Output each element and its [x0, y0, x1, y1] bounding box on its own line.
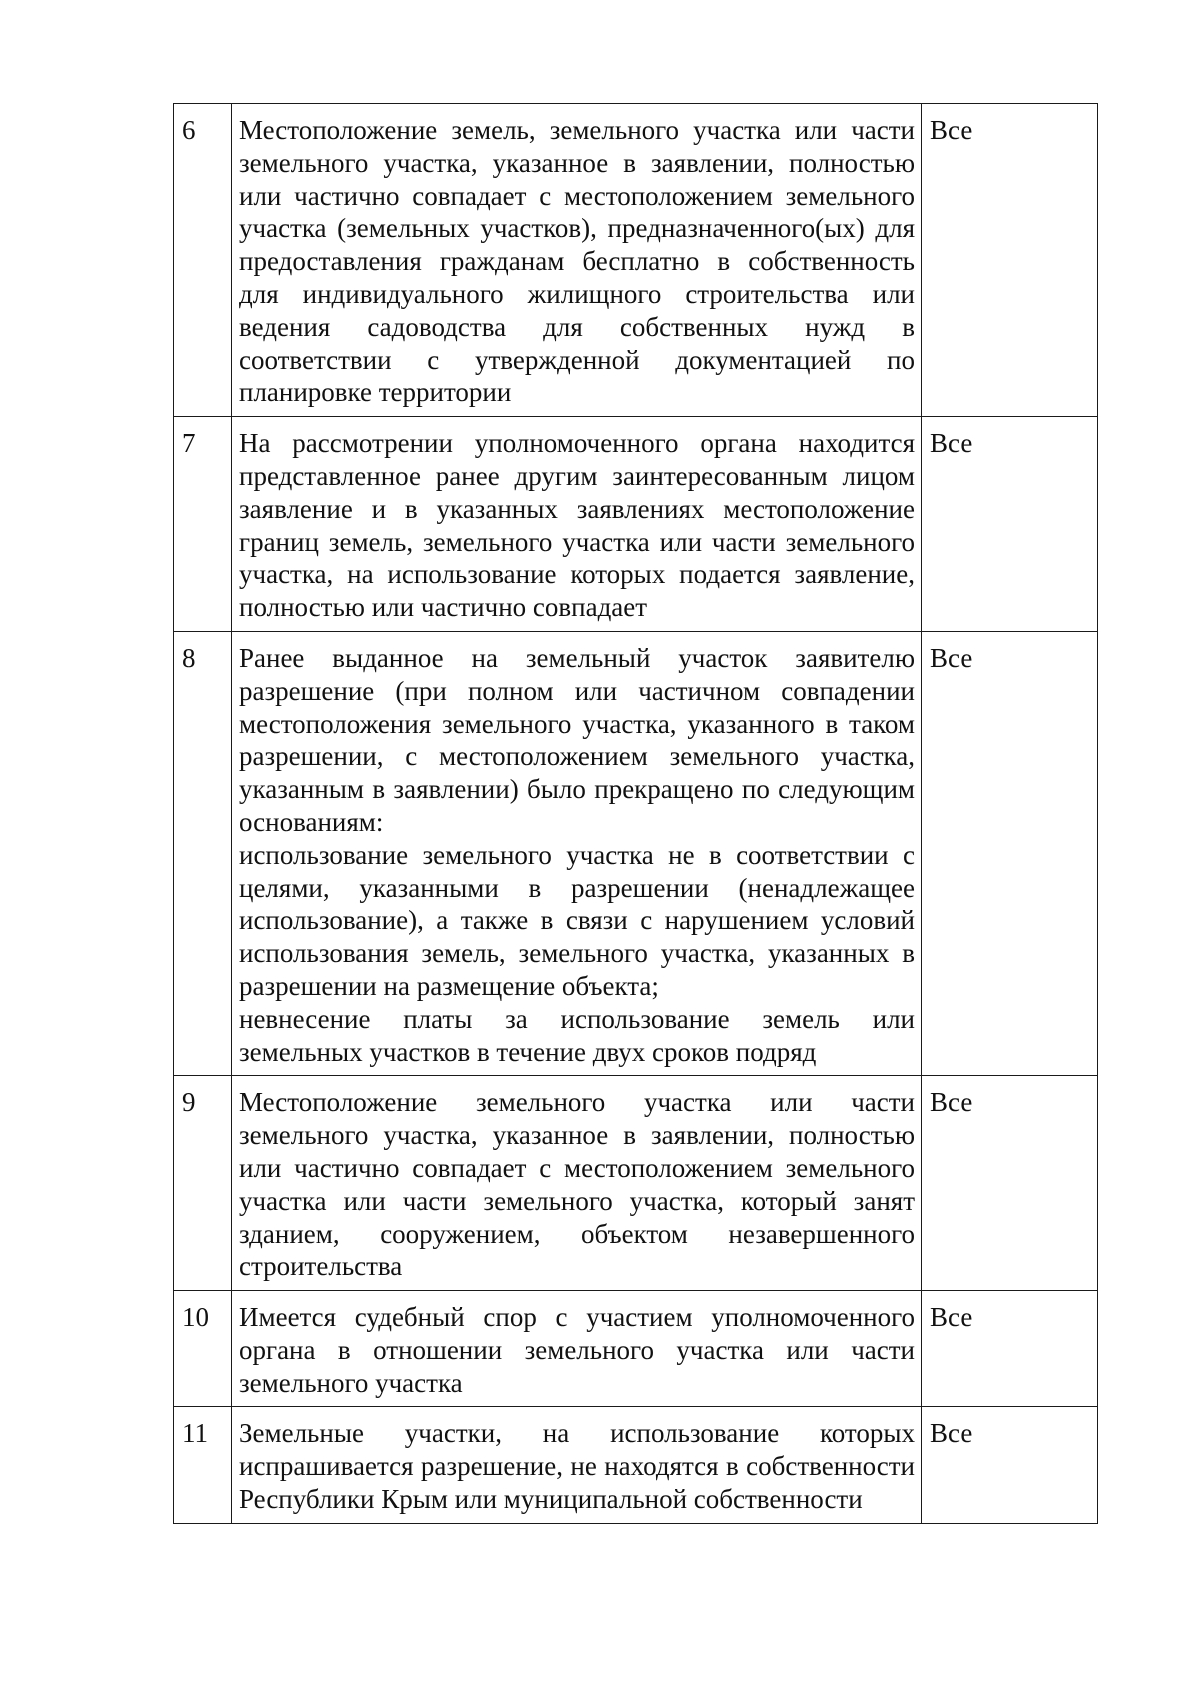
row-description — [232, 104, 922, 417]
paragraph: невнесение платы за использование земель или земельных участков в течение двух сроков подряд — [239, 1003, 915, 1067]
table-row — [174, 1291, 1098, 1407]
paragraph: Местоположение земельного участка или части земельного участка, указанное в заявлении, полностью или частично совпадает с местоположением земельного участка или части земельного участка, который занят зданием, сооружением, объектом незавершенного строительства — [239, 1087, 915, 1282]
table-row — [174, 1076, 1098, 1291]
row-number: 9 — [174, 1076, 232, 1291]
row-applies-to: Все — [922, 104, 1098, 417]
paragraph: Земельные участки, на использование которых испрашивается разрешение, не находятся в собственности Республики Крым или муниципальной собственности — [239, 1418, 915, 1515]
table-row — [174, 631, 1098, 1075]
paragraph: Имеется судебный спор с участием уполномоченного органа в отношении земельного участка или части земельного участка — [239, 1302, 915, 1398]
row-description — [232, 1076, 922, 1291]
row-number: 10 — [174, 1291, 232, 1407]
grounds-table — [173, 103, 1098, 1524]
row-number: 7 — [174, 417, 232, 632]
row-description — [232, 1407, 922, 1523]
row-description — [232, 417, 922, 632]
row-description — [232, 1291, 922, 1407]
row-applies-to: Все — [922, 1291, 1098, 1407]
paragraph: Местоположение земель, земельного участка или части земельного участка, указанное в заявлении, полностью или частично совпадает с местоположением земельного участка (земельных участков), предназначенного(ых) для предоставления гражданам бесплатно в собственность для индивидуального жилищного строительства или ведения садоводства для собственных нужд в соответствии с утвержденной документацией по планировке территории — [239, 115, 915, 408]
row-applies-to: Все — [922, 1076, 1098, 1291]
table-row — [174, 1407, 1098, 1523]
row-description — [232, 631, 922, 1075]
row-number: 11 — [174, 1407, 232, 1523]
paragraph: использование земельного участка не в соответствии с целями, указанными в разрешении (ненадлежащее использование), а также в связи с нарушением условий использования земель, земельного участка, указанных в разрешении на размещение объекта; — [239, 839, 915, 1001]
paragraph: Ранее выданное на земельный участок заявителю разрешение (при полном или частичном совпадении местоположения земельного участка, указанного в таком разрешении, с местоположением земельного участка, указанным в заявлении) было прекращено по следующим основаниям: — [239, 642, 915, 837]
row-applies-to: Все — [922, 631, 1098, 1075]
table-row — [174, 104, 1098, 417]
row-applies-to: Все — [922, 1407, 1098, 1523]
row-number: 8 — [174, 631, 232, 1075]
table-row — [174, 417, 1098, 632]
row-number: 6 — [174, 104, 232, 417]
row-applies-to: Все — [922, 417, 1098, 632]
paragraph: На рассмотрении уполномоченного органа находится представленное ранее другим заинтересованным лицом заявление и в указанных заявлениях местоположение границ земель, земельного участка или части земельного участка, на использование которых подается заявление, полностью или частично совпадает — [239, 428, 915, 623]
